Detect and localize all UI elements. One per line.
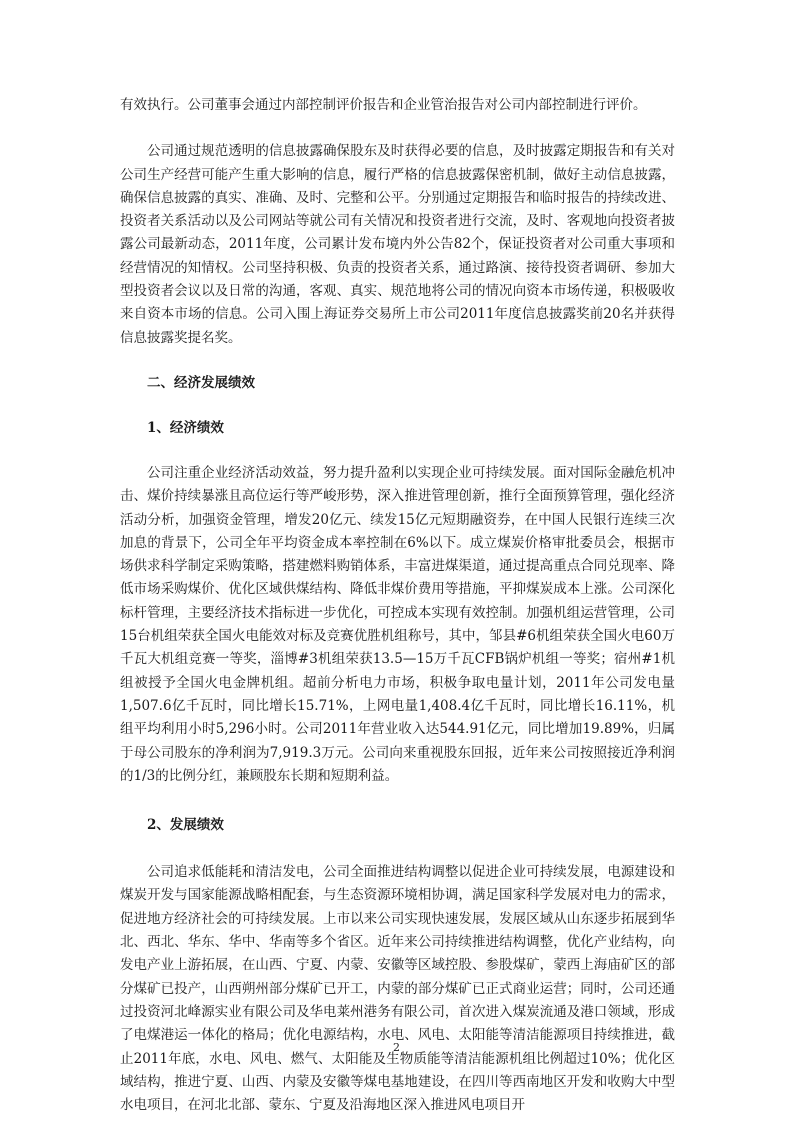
paragraph-economic-results: 公司注重企业经济活动效益，努力提升盈利以实现企业可持续发展。面对国际金融危机冲击、煤价持续暴涨且高位运行等严峻形势，深入推进管理创新，推行全面预算管理，强化经济活动分析，加强资金管理，增发20亿元、续发15亿元短期融资券，在中国人民银行连续三次加息的背景下，公司全年平均资金成本率控制在6%以下。成立煤炭价格审批委员会，根据市场供求科学制定采购策略，搭建燃料购销体系，丰富进煤渠道，通过提高重点合同兑现率、降低市场采购煤价、优化区域供煤结构、降低非煤价费用等措施，平抑煤炭成本上涨。公司深化标杆管理，主要经济技术指标进一步优化，可控成本实现有效控制。加强机组运营管理，公司15台机组荣获全国火电能效对标及竞赛优胜机组称号，其中，邹县#6机组荣获全国火电60万千瓦大机组竞赛一等奖，淄博#3机组荣获13.5—15万千瓦CFB锅炉机组一等奖；宿州#1机组被授予全国火电金牌机组。超前分析电力市场，积极争取电量计划，2011年公司发电量1,507.6亿千瓦时，同比增长15.71%，上网电量1,408.4亿千瓦时，同比增长16.11%，机组平均利用小时5,296小时。公司2011年营业收入达544.91亿元，同比增加19.89%，归属于母公司股东的净利润为7,919.3万元。公司向来重视股东回报，近年来公司按照接近净利润的1/3的比例分红，兼顾股东长期和短期利益。 [120,464,675,784]
paragraph-development-results: 公司追求低能耗和清洁发电，公司全面推进结构调整以促进企业可持续发展，电源建设和煤炭开发与国家能源战略相配套，与生态资源环境相协调，满足国家科学发展对电力的需求，促进地方经济社会的可持续发展。上市以来公司实现快速发展，发展区域从山东逐步拓展到华北、西北、华东、华中、华南等多个省区。近年来公司持续推进结构调整，优化产业结构，向发电产业上游拓展，在山西、宁夏、内蒙、安徽等区域控股、参股煤矿，蒙西上海庙矿区的部分煤矿已投产，山西朔州部分煤矿已开工，内蒙的部分煤矿已正式商业运营；同时，公司还通过投资河北峰源实业有限公司及华电莱州港务有限公司，首次进入煤炭流通及港口领域，形成了电煤港运一体化的格局；优化电源结构，水电、风电、太阳能等清洁能源项目持续推进，截止2011年底，水电、风电、燃气、太阳能及生物质能等清洁能源机组比例超过10%；优化区域结构，推进宁夏、山西、内蒙及安徽等煤电基地建设，在四川等西南地区开发和收购大中型水电项目，在河北北部、蒙东、宁夏及沿海地区深入推进风电项目开 [120,864,675,1114]
paragraph-information-disclosure: 公司通过规范透明的信息披露确保股东及时获得必要的信息，及时披露定期报告和有关对公司生产经营可能产生重大影响的信息，履行严格的信息披露保密机制，做好主动信息披露，确保信息披露的真实、准确、及时、完整和公平。分别通过定期报告和临时报告的持续改进、投资者关系活动以及公司网站等就公司有关情况和投资者进行交流，及时、客观地向投资者披露公司最新动态，2011年度，公司累计发布境内外公告82个，保证投资者对公司重大事项和经营情况的知情权。公司坚持积极、负责的投资者关系，通过路演、接待投资者调研、参加大型投资者会议以及日常的沟通，客观、真实、规范地将公司的情况向资本市场传递，积极吸收来自资本市场的信息。公司入围上海证券交易所上市公司2011年度信息披露奖前20名并获得信息披露奖提名奖。 [120,143,675,346]
subheading-development-results: 2、发展绩效 [147,817,224,834]
section-heading-economic-performance: 二、经济发展绩效 [147,374,255,391]
subheading-economic-results: 1、经济绩效 [147,419,224,436]
paragraph-continuation: 有效执行。公司董事会通过内部控制评价报告和企业管治报告对公司内部控制进行评价。 [120,97,647,113]
page-number: 2 [393,1041,400,1054]
page-body [120,94,675,1117]
